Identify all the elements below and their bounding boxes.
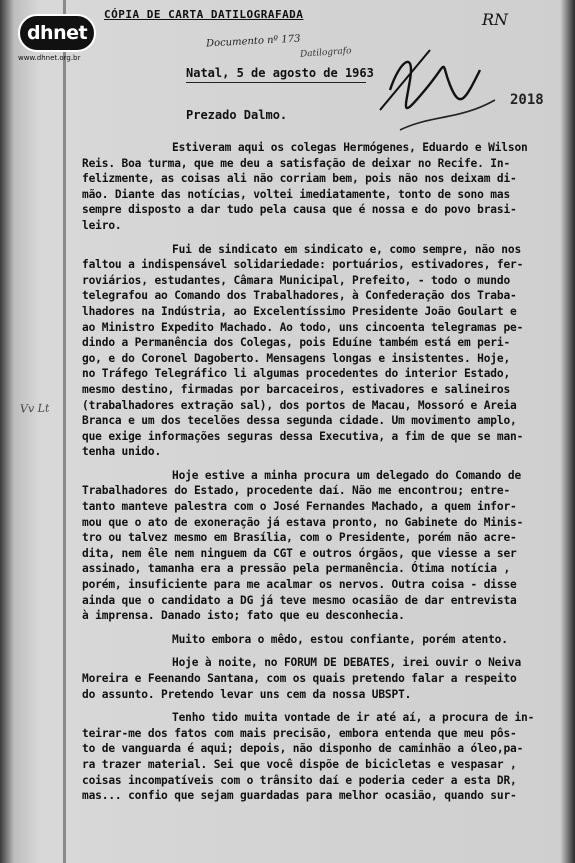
letter-date: Natal, 5 de agosto de 1963: [186, 66, 374, 80]
text-line: à imprensa. Danado isto; fato que eu desconhecia.: [82, 609, 405, 623]
letter-body: [82, 108, 560, 804]
text-line: lhadores na Indústria, ao Excelentíssimo Presidente João Goulart e: [82, 304, 517, 318]
text-line: (trabalhadores extração sal), dos portos de Macau, Mossoró e Areia: [82, 398, 517, 412]
text-line: tanto manteve palestra com o José Fernandes Machado, a quem infor-: [82, 500, 517, 514]
text-line: Branca e um dos tecelões dessa segunda cidade. Um movimento amplo,: [82, 414, 517, 428]
text-line: faltou a indispensável solidariedade: portuários, estivadores, fer-: [82, 258, 524, 272]
text-line: leiro.: [82, 218, 122, 232]
archive-stamp-number: 2018: [510, 92, 544, 108]
page-fold-shadow: [63, 0, 66, 863]
margin-note: Vv Lt: [19, 401, 50, 416]
text-line: no Tráfego Telegráfico li algumas procedentes do interior Estado,: [82, 367, 511, 381]
text-line: Hoje estive a minha procura um delegado do Comando de: [172, 468, 522, 482]
paragraph-gap: [82, 234, 560, 242]
text-line: que exige informações seguras dessa Executiva, a fim de que se man-: [82, 429, 524, 443]
text-line: tenha unido.: [82, 445, 162, 459]
paragraph-gap: [82, 647, 560, 655]
salutation: Prezado Dalmo.: [186, 108, 288, 122]
text-line: ainda que o candidato a DG já teve mesmo ocasião de dar entrevista: [82, 593, 517, 607]
handwritten-annotation: Datilografo: [299, 46, 352, 60]
paragraph: [82, 710, 560, 804]
text-line: dita, nem êle nem ninguem da CGT e outros órgãos, que viesse a ser: [82, 546, 517, 560]
date-underline: [186, 82, 366, 83]
text-line: teirar-me dos fatos com mais precisão, embora entenda que meu pôs-: [82, 726, 517, 740]
text-line: Fui de sindicato em sindicato e, como sempre, não nos: [172, 242, 522, 256]
text-line: assinado, tamanha era a pressão pela permanência. Ótima notícia ,: [82, 562, 511, 576]
paragraph-gap: [82, 460, 560, 468]
text-line: mão. Diante das notícias, voltei imediatamente, tonto de sono mas: [82, 187, 511, 201]
text-line: Moreira e Feenando Santana, com os quais pretendo falar a respeito: [82, 672, 517, 685]
document-title: CÓPIA DE CARTA DATILOGRAFADA: [104, 8, 304, 21]
text-line: porém, insuficiente para me acalmar os nervos. Outra coisa - disse: [82, 578, 517, 592]
text-line: Trabalhadores do Estado, procedente daí. Não me encontrou; entre-: [82, 484, 511, 498]
text-line: Hoje à noite, no FORUM DE DEBATES, irei ouvir o Neiva: [172, 656, 522, 670]
text-line: mesmo destino, firmadas por barcaceiros, estivadores e salineiros: [82, 382, 511, 396]
paragraph: [82, 655, 560, 702]
text-line: felizmente, as coisas ali não corriam bem, pois não nos deixam di-: [82, 172, 517, 186]
text-line: go, e do Coronel Dagoberto. Mensagens longas e insistentes. Hoje,: [82, 351, 511, 365]
text-line: Estiveram aqui os colegas Hermógenes, Eduardo e Wilson: [172, 141, 528, 154]
text-line: mou que o ato de exoneração já estava pronto, no Gabinete do Minis-: [82, 515, 524, 529]
logo-badge: [18, 14, 96, 52]
text-line: Tenho tido muita vontade de ir até aí, a procura de in-: [172, 711, 535, 725]
paragraph: [82, 140, 560, 234]
text-line: do assunto. Pretendo levar uns cem da nossa UBSPT.: [82, 687, 412, 701]
text-line: sempre disposto a dar tudo pela causa que é nossa e do povo brasi-: [82, 203, 517, 217]
text-line: coisas incompatíveis com o trânsito daí e poderia ceder a esta DR,: [82, 773, 517, 787]
text-line: ra trazer material. Sei que você dispõe de bicicletas e vespasar ,: [82, 757, 517, 771]
text-line: to de vanguarda é aqui; depois, não disponho de caminhão a óleo,pa-: [82, 742, 524, 756]
corner-handwritten-mark: RN: [482, 10, 509, 29]
text-line: mas... confio que sejam guardadas para melhor ocasião, quando sur-: [82, 789, 517, 803]
logo-text: dhnet: [26, 22, 88, 44]
paragraph: [82, 468, 560, 624]
text-line: dindo a Permanência dos Colegas, pois Eduíne também está em peri-: [82, 336, 511, 350]
text-line: Muito embora o mêdo, estou confiante, porém atento.: [172, 632, 508, 646]
paragraph: [82, 632, 560, 648]
paragraph-gap: [82, 702, 560, 710]
text-line: Reis. Boa turma, que me deu a satisfação de deixar no Recife. In-: [82, 156, 511, 170]
document-reference: Documento nº 173: [205, 33, 301, 50]
text-line: tro ou talvez mesmo em Brasília, com o Presidente, porém não acre-: [82, 531, 517, 545]
paragraph: [82, 242, 560, 460]
letter-paragraphs: [82, 140, 560, 804]
text-line: roviários, estudantes, Câmara Municipal, Prefeito, - todo o mundo: [82, 273, 511, 287]
dhnet-logo[interactable]: [18, 14, 96, 64]
paragraph-gap: [82, 624, 560, 632]
logo-url: www.dhnet.org.br: [18, 54, 81, 62]
text-line: telegrafou ao Comando dos Trabalhadores, à Confederação dos Traba-: [82, 289, 517, 303]
text-line: ao Ministro Expedito Machado. Ao todo, uns cincoenta telegramas pe-: [82, 320, 524, 334]
